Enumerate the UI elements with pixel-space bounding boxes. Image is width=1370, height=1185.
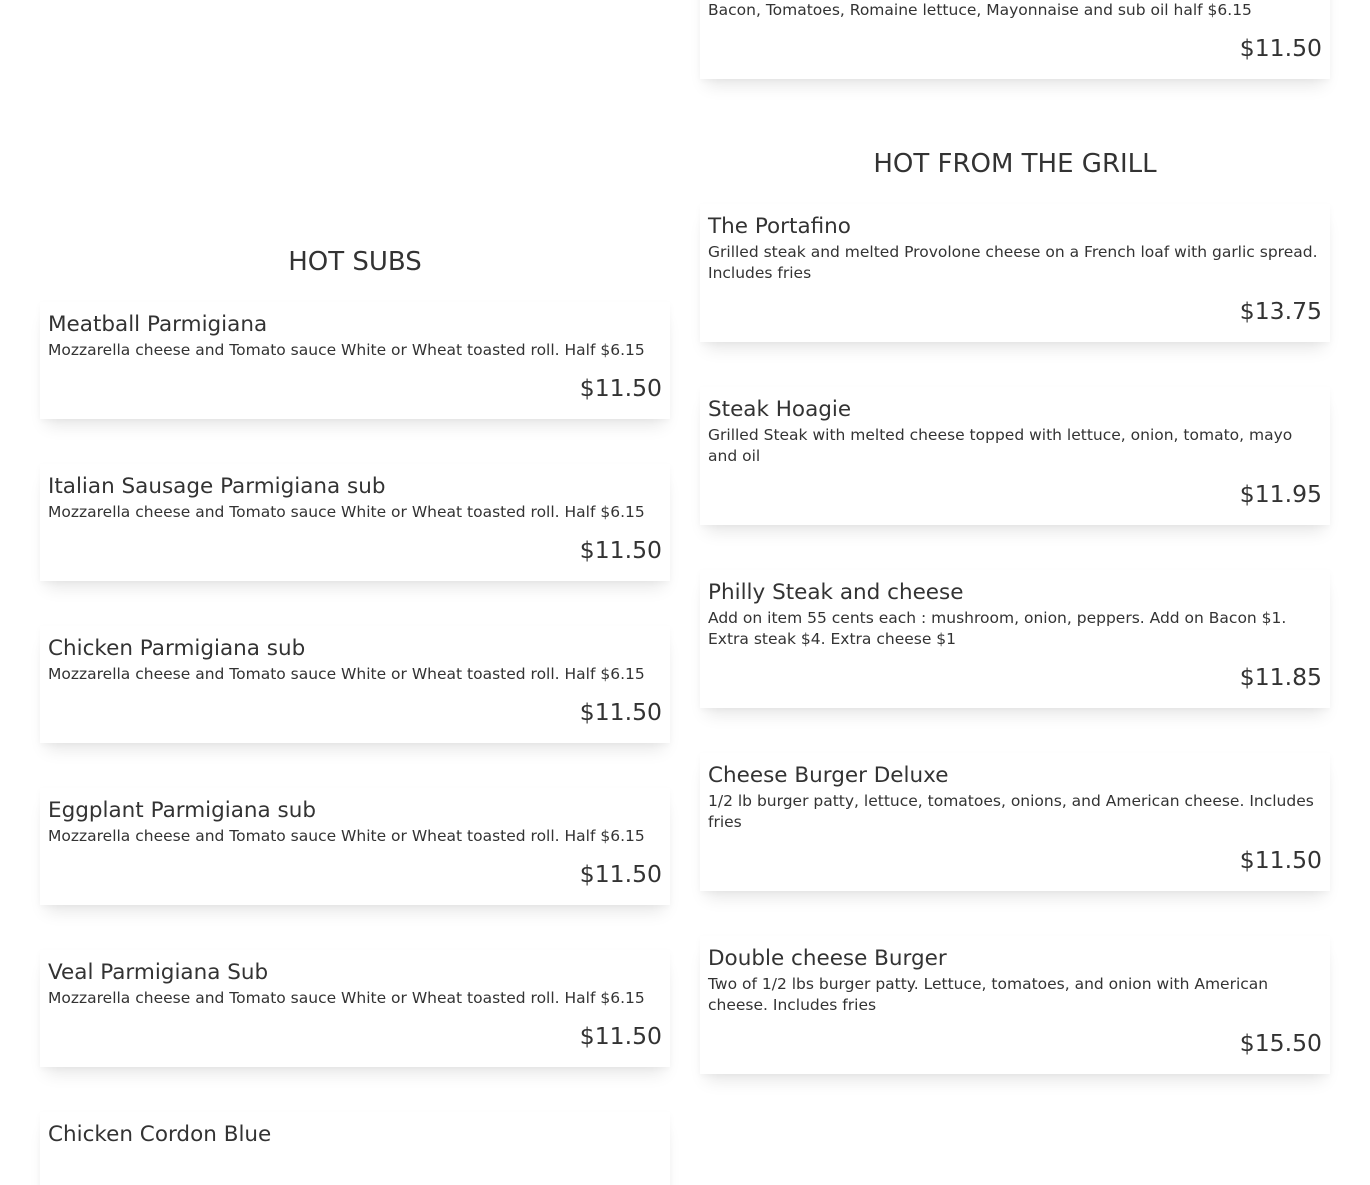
menu-item-description: Grilled steak and melted Provolone cheese on a French loaf with garlic spread. Includes fries	[708, 243, 1318, 282]
menu-item-card[interactable]	[700, 0, 1330, 79]
left-column	[40, 0, 670, 1185]
menu-item-price: $11.95	[1239, 480, 1322, 508]
menu-item-description: Grilled Steak with melted cheese topped with lettuce, onion, tomato, mayo and oil	[708, 426, 1293, 465]
menu-item-name: The Portafino	[708, 214, 851, 239]
menu-item-description: Add on item 55 cents each : mushroom, onion, peppers. Add on Bacon $1. Extra steak $4. Extra cheese $1	[708, 609, 1287, 648]
menu-item-name: Meatball Parmigiana	[48, 312, 268, 337]
menu-item-card[interactable]	[700, 570, 1330, 708]
menu-item-card[interactable]	[700, 387, 1330, 525]
menu-item-price: $11.50	[579, 536, 662, 564]
menu-item-price: $11.85	[1239, 663, 1322, 691]
menu-item-description: Mozzarella cheese and Tomato sauce White or Wheat toasted roll. Half $6.15	[48, 503, 645, 521]
menu-item-price: $11.50	[579, 374, 662, 402]
menu-item-name: Chicken Parmigiana sub	[48, 636, 306, 661]
menu-item-card[interactable]	[40, 464, 670, 581]
menu-item-name: Philly Steak and cheese	[708, 580, 964, 605]
menu-item-card[interactable]	[40, 302, 670, 419]
menu-item-description: Two of 1/2 lbs burger patty. Lettuce, tomatoes, and onion with American cheese. Includes fries	[708, 975, 1269, 1014]
menu-item-name: Chicken Cordon Blue	[48, 1122, 272, 1147]
menu-item-price: $11.50	[579, 1022, 662, 1050]
menu-item-description: Bacon, Tomatoes, Romaine lettuce, Mayonnaise and sub oil half $6.15	[708, 1, 1252, 19]
menu-item-card[interactable]	[700, 204, 1330, 342]
right-column	[700, 0, 1330, 1119]
menu-item-price: $15.50	[1239, 1029, 1322, 1057]
menu-item-card[interactable]	[700, 936, 1330, 1074]
menu-item-price: $11.50	[1239, 846, 1322, 874]
menu-item-description: Mozzarella cheese and Tomato sauce White or Wheat toasted roll. Half $6.15	[48, 665, 645, 683]
menu-item-price: $11.50	[579, 698, 662, 726]
section-title-grill: HOT FROM THE GRILL	[873, 149, 1157, 179]
section-title-hot-subs: HOT SUBS	[288, 247, 422, 277]
menu-item-card[interactable]	[40, 950, 670, 1067]
menu-item-name: Double cheese Burger	[708, 946, 947, 971]
menu-item-name: Cheese Burger Deluxe	[708, 763, 949, 788]
menu-item-name: Italian Sausage Parmigiana sub	[48, 474, 386, 499]
menu-item-description: Mozzarella cheese and Tomato sauce White or Wheat toasted roll. Half $6.15	[48, 827, 645, 845]
menu-item-price: $11.50	[579, 860, 662, 888]
menu-item-name: Veal Parmigiana Sub	[48, 960, 269, 985]
menu-item-card[interactable]	[40, 788, 670, 905]
menu-item-card[interactable]	[700, 753, 1330, 891]
menu-item-price: $11.50	[1239, 34, 1322, 62]
menu-item-name: Eggplant Parmigiana sub	[48, 798, 317, 823]
menu-item-price: $13.75	[1239, 297, 1322, 325]
menu-item-card[interactable]	[40, 1112, 670, 1185]
menu-item-description	[48, 1150, 662, 1171]
menu-item-card[interactable]	[40, 626, 670, 743]
menu-item-description: Mozzarella cheese and Tomato sauce White or Wheat toasted roll. Half $6.15	[48, 341, 645, 359]
menu-item-description: 1/2 lb burger patty, lettuce, tomatoes, onions, and American cheese. Includes fries	[708, 792, 1314, 831]
menu-item-description: Mozzarella cheese and Tomato sauce White or Wheat toasted roll. Half $6.15	[48, 989, 645, 1007]
menu-item-name: Steak Hoagie	[708, 397, 852, 422]
